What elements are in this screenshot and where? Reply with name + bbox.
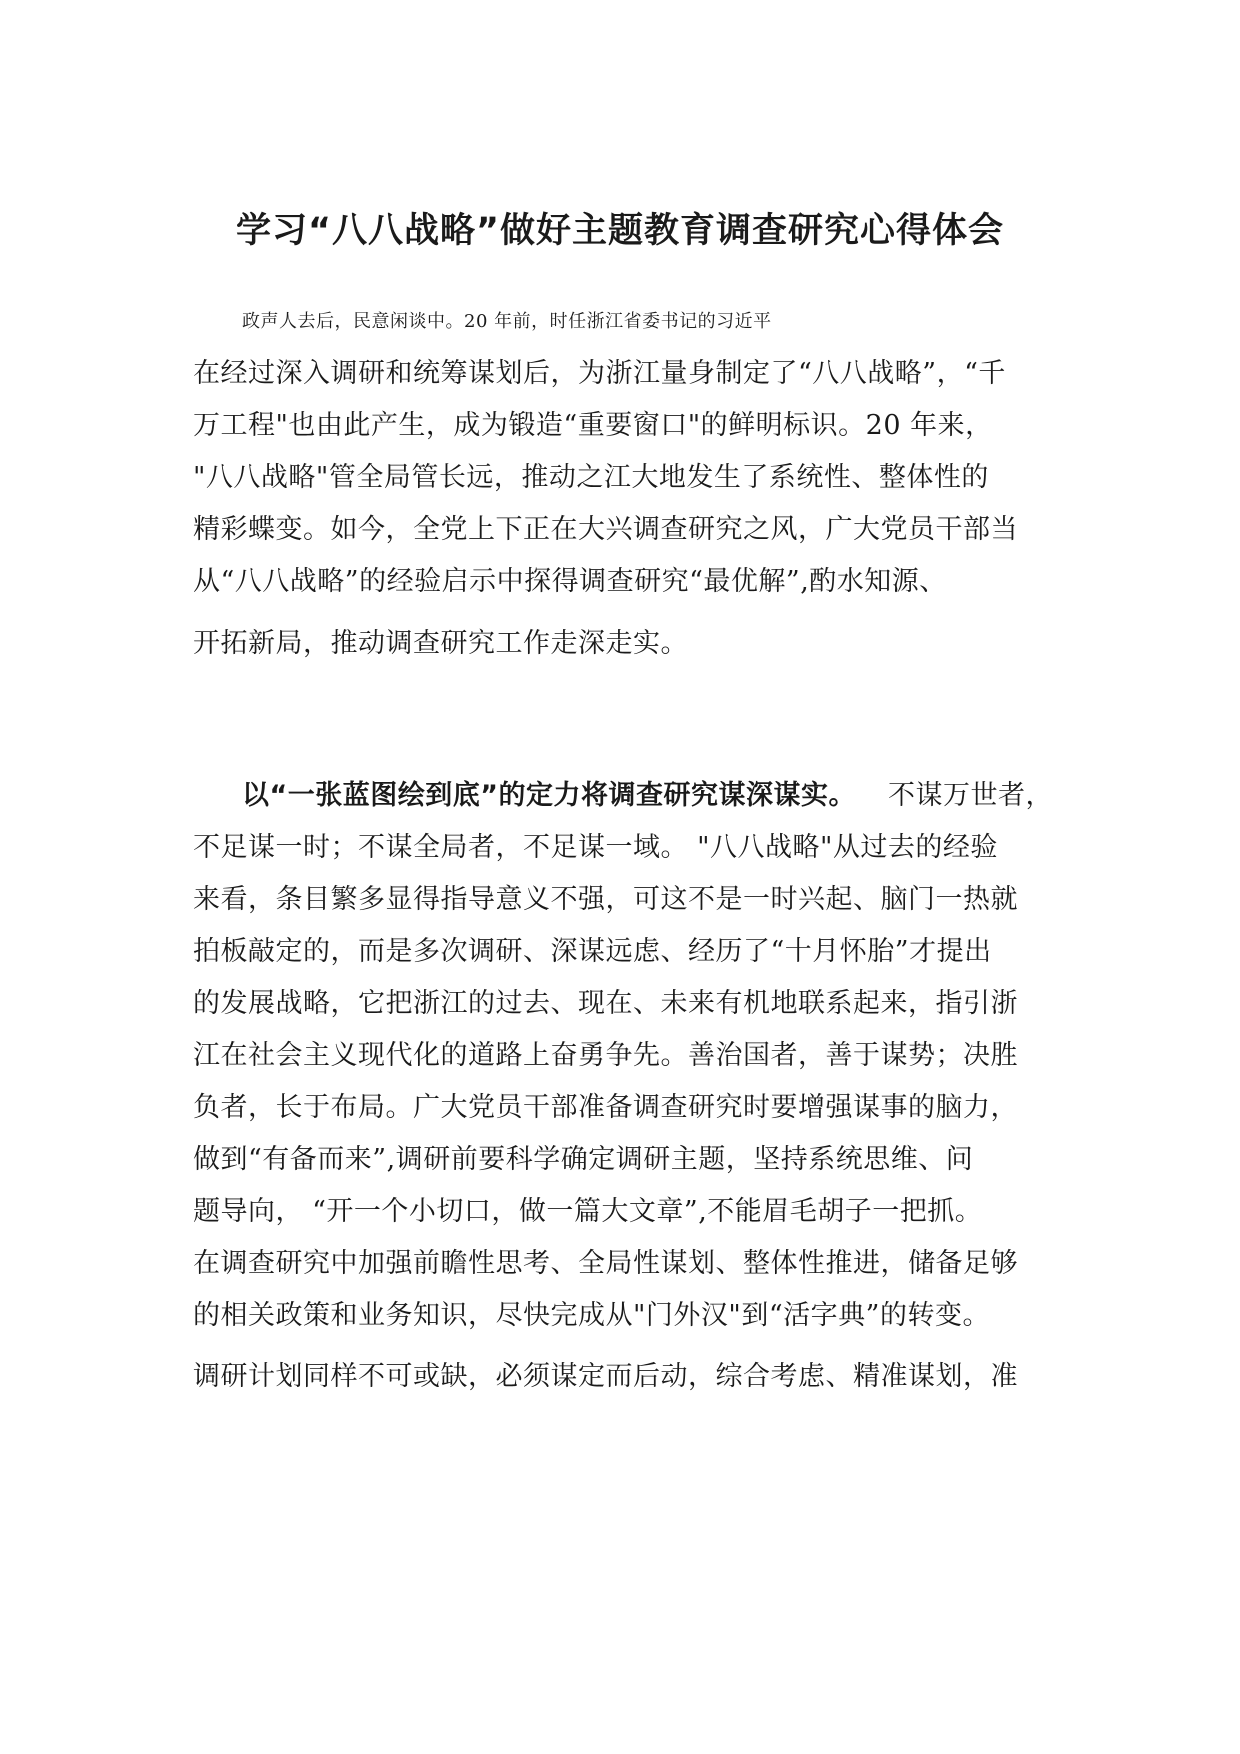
paragraph-2-line: 题导向， “开一个小切口，做一篇大文章”,不能眉毛胡子一把抓。 xyxy=(193,1196,983,1227)
paragraph-2-line: 拍板敲定的，而是多次调研、深谋远虑、经历了“十月怀胎”才提出 xyxy=(193,936,992,967)
paragraph-2-line: 在调查研究中加强前瞻性思考、全局性谋划、整体性推进，储备足够 xyxy=(193,1248,1018,1279)
paragraph-1-line: 从“八八战略”的经验启示中探得调查研究“最优解”,酌水知源、 xyxy=(193,566,947,597)
paragraph-2-line: 不足谋一时；不谋全局者，不足谋一域。 "八八战略"从过去的经验 xyxy=(193,832,998,863)
paragraph-1-line: 万工程"也由此产生，成为锻造“重要窗口"的鲜明标识。20 年来， xyxy=(193,410,993,441)
paragraph-2-line: 来看，条目繁多显得指导意义不强，可这不是一时兴起、脑门一热就 xyxy=(193,884,1018,915)
paragraph-2-line: 的相关政策和业务知识，尽快完成从"门外汉"到“活字典”的转变。 xyxy=(193,1300,990,1331)
document-title: 学习“八八战略”做好主题教育调查研究心得体会 xyxy=(235,211,1004,251)
paragraph-2-line: 做到“有备而来”,调研前要科学确定调研主题，坚持系统思维、问 xyxy=(193,1144,974,1175)
paragraph-2-lead: 以“一张蓝图绘到底”的定力将调查研究谋深谋实。 xyxy=(242,780,856,811)
paragraph-2-line: 江在社会主义现代化的道路上奋勇争先。善治国者，善于谋势；决胜 xyxy=(193,1040,1018,1071)
paragraph-1-line: 开拓新局，推动调查研究工作走深走实。 xyxy=(193,628,688,659)
paragraph-2-line: 的发展战略，它把浙江的过去、现在、未来有机地联系起来，指引浙 xyxy=(193,988,1018,1019)
paragraph-2-first-line xyxy=(242,776,1053,816)
paragraph-1-line: "八八战略"管全局管长远，推动之江大地发生了系统性、整体性的 xyxy=(193,462,989,493)
paragraph-2-first-line-rest: 不谋万世者， xyxy=(888,780,1053,811)
paragraph-1-line: 精彩蝶变。如今，全党上下正在大兴调查研究之风，广大党员干部当 xyxy=(193,514,1018,545)
paragraph-3-line: 调研计划同样不可或缺，必须谋定而后动，综合考虑、精准谋划，准 xyxy=(193,1361,1018,1392)
paragraph-1-line: 在经过深入调研和统筹谋划后，为浙江量身制定了“八八战略”，“千 xyxy=(193,358,1006,389)
paragraph-2-line: 负者，长于布局。广大党员干部准备调查研究时要增强谋事的脑力， xyxy=(193,1092,1018,1123)
paragraph-1-line: 政声人去后，民意闲谈中。20 年前，时任浙江省委书记的习近平 xyxy=(242,311,772,332)
